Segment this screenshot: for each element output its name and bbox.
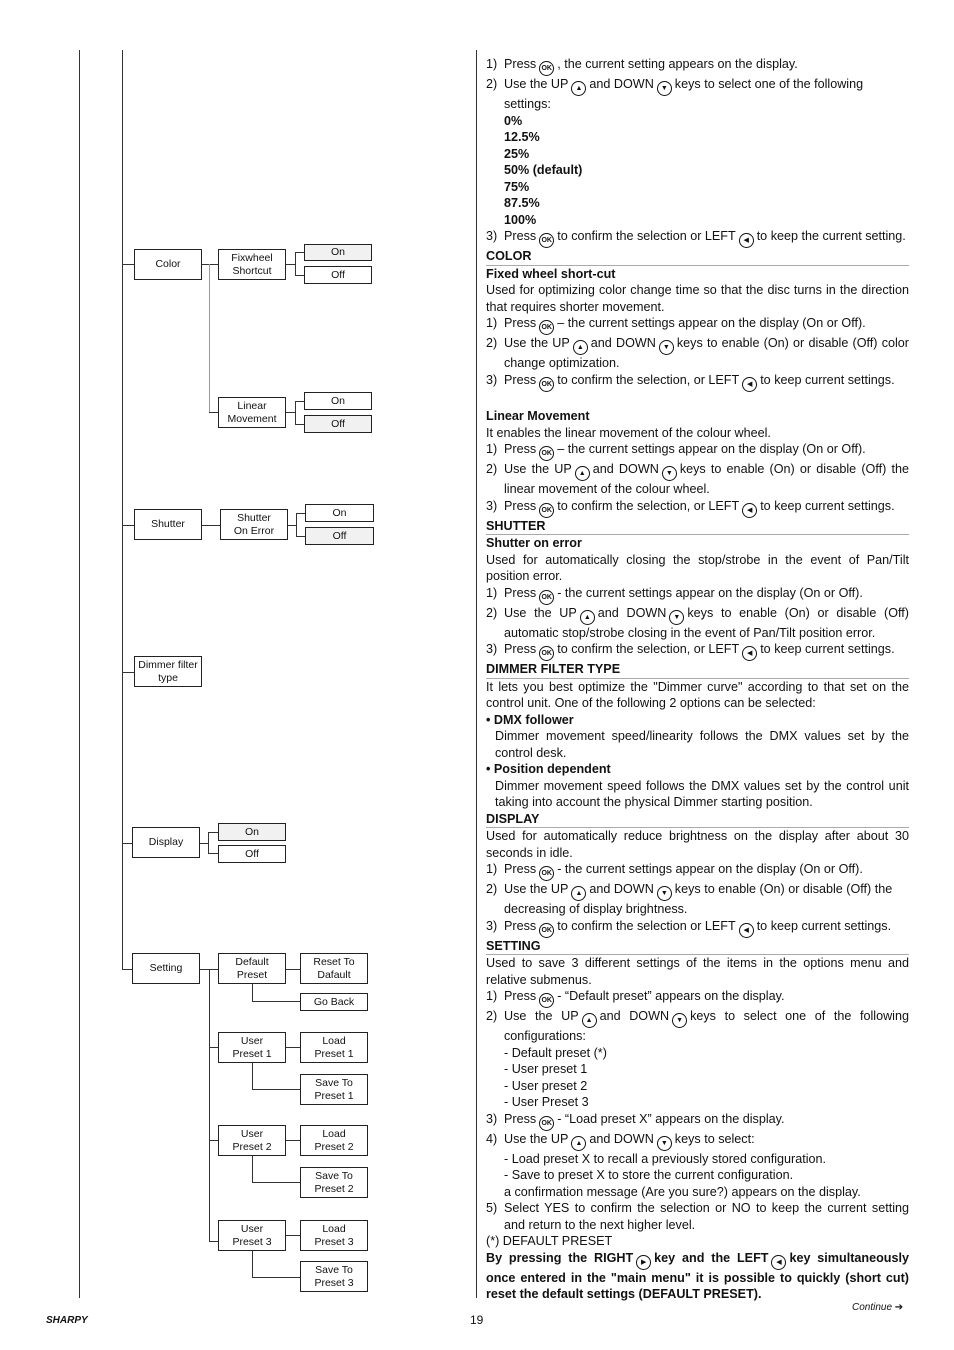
connector bbox=[295, 401, 296, 425]
connector bbox=[252, 1001, 300, 1002]
shutter-on-error-node: Shutter On Error bbox=[220, 509, 288, 540]
ok-icon: OK bbox=[539, 590, 554, 605]
user-preset-3-node: User Preset 3 bbox=[218, 1220, 286, 1251]
shutter-on-option: On bbox=[305, 504, 374, 522]
list-item: - Save to preset X to store the current configuration. bbox=[504, 1168, 794, 1182]
go-back-node: Go Back bbox=[300, 993, 368, 1011]
ok-icon: OK bbox=[539, 646, 554, 661]
ok-icon: OK bbox=[539, 923, 554, 938]
default-preset-note: (*) DEFAULT PRESET bbox=[486, 1234, 613, 1248]
menu-trunk-line bbox=[122, 50, 123, 970]
down-icon: ▼ bbox=[672, 1013, 687, 1028]
section-heading-setting: SETTING bbox=[486, 938, 909, 956]
left-icon: ◀ bbox=[742, 503, 757, 518]
connector bbox=[122, 264, 134, 265]
left-icon: ◀ bbox=[739, 233, 754, 248]
display-off-option: Off bbox=[218, 845, 286, 863]
connector bbox=[296, 536, 305, 537]
paragraph: Used for automatically reduce brightness on the display after about 30 seconds in idle. bbox=[486, 829, 909, 860]
dimmer-filter-node: Dimmer filter type bbox=[134, 656, 202, 687]
connector bbox=[209, 1140, 218, 1141]
connector bbox=[252, 1063, 253, 1089]
list-item: - User preset 1 bbox=[504, 1062, 588, 1076]
save-preset-1-node: Save To Preset 1 bbox=[300, 1074, 368, 1105]
section-heading-display: DISPLAY bbox=[486, 811, 909, 829]
connector bbox=[208, 853, 218, 854]
connector bbox=[252, 1251, 253, 1277]
down-icon: ▼ bbox=[659, 340, 674, 355]
connector bbox=[286, 1140, 300, 1141]
list-item: a confirmation message (Are you sure?) appears on the display. bbox=[504, 1184, 861, 1199]
connector bbox=[209, 1241, 218, 1242]
level-option: 50% (default) bbox=[504, 163, 583, 177]
ok-icon: OK bbox=[539, 446, 554, 461]
fixwheel-on-option: On bbox=[304, 244, 372, 261]
level-option: 75% bbox=[504, 179, 530, 194]
connector bbox=[296, 513, 305, 514]
level-option: 25% bbox=[504, 146, 530, 161]
bullet-title: • Position dependent bbox=[486, 762, 611, 776]
connector bbox=[122, 525, 134, 526]
ok-icon: OK bbox=[539, 61, 554, 76]
connector bbox=[286, 1047, 300, 1048]
level-option: 0% bbox=[504, 113, 523, 128]
connector bbox=[209, 412, 218, 413]
subheading: Shutter on error bbox=[486, 536, 582, 550]
save-preset-2-node: Save To Preset 2 bbox=[300, 1167, 368, 1198]
bullet-text: Dimmer movement speed follows the DMX values set by the control unit taking into account the physical Dimmer starting position. bbox=[495, 778, 909, 809]
setting-node: Setting bbox=[132, 953, 200, 984]
list-item: - Default preset (*) bbox=[504, 1045, 607, 1060]
reset-to-default-node: Reset To Dafault bbox=[300, 953, 368, 984]
connector bbox=[202, 525, 220, 526]
bullet-title: • DMX follower bbox=[486, 712, 574, 727]
connector bbox=[296, 513, 297, 537]
up-icon: ▲ bbox=[573, 340, 588, 355]
connector bbox=[208, 832, 218, 833]
down-icon: ▼ bbox=[657, 1136, 672, 1151]
continue-label: Continue ➔ bbox=[852, 1302, 904, 1313]
connector bbox=[286, 969, 300, 970]
left-margin-line bbox=[79, 50, 80, 1298]
connector bbox=[286, 1235, 300, 1236]
ok-icon: OK bbox=[539, 1116, 554, 1131]
up-icon: ▲ bbox=[571, 886, 586, 901]
section-heading-shutter: SHUTTER bbox=[486, 518, 909, 536]
page-number: 19 bbox=[470, 1313, 484, 1327]
paragraph: Used to save 3 different settings of the items in the options menu and relative submenus. bbox=[486, 956, 909, 987]
list-item: - User preset 2 bbox=[504, 1078, 588, 1093]
down-icon: ▼ bbox=[669, 610, 684, 625]
connector bbox=[208, 832, 209, 854]
connector bbox=[252, 1277, 300, 1278]
linear-on-option: On bbox=[304, 392, 372, 410]
right-icon: ▶ bbox=[636, 1255, 651, 1270]
section-heading-dimmer: DIMMER FILTER TYPE bbox=[486, 661, 909, 679]
up-icon: ▲ bbox=[575, 466, 590, 481]
connector bbox=[202, 264, 218, 265]
ok-icon: OK bbox=[539, 377, 554, 392]
shortcut-note: By pressing the RIGHT ▶ key and the LEFT ◀ key simultaneously once entered in the "main menu" it is possible to quickly (short cut) reset the default settings (DEFAULT PRESET). bbox=[486, 1250, 909, 1301]
level-option: 87.5% bbox=[504, 196, 540, 210]
down-icon: ▼ bbox=[662, 466, 677, 481]
left-icon: ◀ bbox=[739, 923, 754, 938]
connector bbox=[295, 252, 296, 276]
left-icon: ◀ bbox=[742, 377, 757, 392]
subheading: Linear Movement bbox=[486, 409, 590, 423]
paragraph: It lets you best optimize the "Dimmer curve" according to that set on the control unit. One of the following 2 options can be selected: bbox=[486, 679, 909, 710]
connector bbox=[209, 264, 210, 413]
user-preset-1-node: User Preset 1 bbox=[218, 1032, 286, 1063]
column-divider-line bbox=[476, 50, 477, 1298]
connector bbox=[122, 969, 132, 970]
paragraph: Used for optimizing color change time so that the disc turns in the direction that requires shorter movement. bbox=[486, 283, 909, 314]
connector bbox=[209, 1047, 218, 1048]
section-heading-color: COLOR bbox=[486, 248, 909, 266]
fixwheel-off-option: Off bbox=[304, 266, 372, 284]
default-preset-node: Default Preset bbox=[218, 953, 286, 984]
connector bbox=[252, 1156, 253, 1182]
connector bbox=[122, 672, 134, 673]
load-preset-1-node: Load Preset 1 bbox=[300, 1032, 368, 1063]
down-icon: ▼ bbox=[657, 81, 672, 96]
shutter-node: Shutter bbox=[134, 509, 202, 540]
save-preset-3-node: Save To Preset 3 bbox=[300, 1261, 368, 1292]
paragraph: Used for automatically closing the stop/strobe in the event of Pan/Tilt position error. bbox=[486, 552, 909, 583]
ok-icon: OK bbox=[539, 233, 554, 248]
level-option: 12.5% bbox=[504, 130, 540, 144]
connector bbox=[252, 1182, 300, 1183]
level-option: 100% bbox=[504, 212, 537, 227]
down-icon: ▼ bbox=[657, 886, 672, 901]
brand-logo: SHARPY bbox=[46, 1315, 88, 1326]
connector bbox=[295, 275, 304, 276]
instructions-column: 1) Press OK , the current setting appears on the display. 2) Use the UP ▲ and DOWN ▼ keys to select one of the following settings: 0% 12.5% 25% 50% (default) 75% 87.5% 100% 3) Press OK to confirm the selection or LEFT ◀ to keep the current setting. COLOR Fixed wheel short-cut Used for optimizing color change time so that the disc turns in the direction that requires shorter movement. 1) Press OK – the current settings appear on the display (On or Off). 2) Use the UP ▲ and DOWN ▼ keys to enable (On) or disable (Off) color change optimization. 3) Press OK to confirm the selection, or LEFT ◀ to keep current settings. Linear Movement It enables the linear movement of the colour wheel. 1) Press OK – the current settings appear on the display (On or Off). 2) Use the UP ▲ and DOWN ▼ keys to enable (On) or disable (Off) the linear movement of the colour wheel. 3) Press OK to confirm the selection, or LEFT ◀ to keep current settings. SHUTTER Shutter on error Used for automatically closing the stop/strobe in the event of Pan/Tilt position error. 1) Press OK - the current settings appear on the display (On or Off). 2) Use the UP ▲ and DOWN ▼ keys to enable (On) or disable (Off) automatic stop/strobe closing in the event of Pan/Tilt position error. 3) Press OK to confirm the selection, or LEFT ◀ to keep current settings. DIMMER FILTER TYPE It lets you best optimize the "Dimmer curve" according to that set on the control unit. One of the following 2 options can be selected: • DMX follower Dimmer movement speed/linearity follows the DMX values set by the control desk. • Position dependent Dimmer movement speed follows the DMX values set by the control unit taking into account the physical Dimmer starting position. DISPLAY Used for automatically reduce brightness on the display after about 30 seconds in idle. 1) Press OK - the current settings appear on the display (On or Off). 2) Use the UP ▲ and DOWN ▼ keys to enable (On) or disable (Off) the decreasing of display brightness. 3) Press OK to confirm the selection or LEFT ◀ to keep current settings. SETTING Used to save 3 different settings of the items in the options menu and relative submenus. 1) Press OK - “Default preset” appears on the display. 2) Use the UP ▲ and DOWN ▼ keys to select one of the following configurations: - Default preset (*) - User preset 1 - User preset 2 - User Preset 3 3) Press OK - “Load preset X” appears on the display. 4) Use the UP ▲ and DOWN ▼ keys to select: - Load preset X to recall a previously stored configuration. - Save to preset X to store the current configuration. a confirmation message (Are you sure?) appears on the display. 5) Select YES to confirm the selection or NO to keep the current setting and return to the next higher level. (*) DEFAULT PRESET By pressing the RIGHT ▶ key and the LEFT ◀ key simultaneously once entered in the "main menu" it is possible to quickly (short cut) reset the default settings (DEFAULT PRESET). bbox=[486, 57, 909, 1301]
connector bbox=[252, 984, 253, 1001]
up-icon: ▲ bbox=[571, 81, 586, 96]
up-icon: ▲ bbox=[582, 1013, 597, 1028]
list-item: - Load preset X to recall a previously stored configuration. bbox=[504, 1151, 827, 1166]
connector bbox=[295, 252, 304, 253]
display-node: Display bbox=[132, 827, 200, 858]
load-preset-2-node: Load Preset 2 bbox=[300, 1125, 368, 1156]
display-on-option: On bbox=[218, 823, 286, 841]
up-icon: ▲ bbox=[580, 610, 595, 625]
connector bbox=[209, 969, 210, 1242]
up-icon: ▲ bbox=[571, 1136, 586, 1151]
linear-off-option: Off bbox=[304, 415, 372, 433]
color-node: Color bbox=[134, 249, 202, 280]
ok-icon: OK bbox=[539, 320, 554, 335]
connector bbox=[252, 1089, 300, 1090]
bullet-text: Dimmer movement speed/linearity follows the DMX values set by the control desk. bbox=[495, 729, 909, 760]
step-text: Select YES to confirm the selection or NO to keep the current setting and return to the next higher level. bbox=[504, 1201, 909, 1232]
user-preset-2-node: User Preset 2 bbox=[218, 1125, 286, 1156]
left-icon: ◀ bbox=[771, 1255, 786, 1270]
subheading: Fixed wheel short-cut bbox=[486, 266, 616, 281]
linear-movement-node: Linear Movement bbox=[218, 397, 286, 428]
load-preset-3-node: Load Preset 3 bbox=[300, 1220, 368, 1251]
paragraph: It enables the linear movement of the colour wheel. bbox=[486, 425, 771, 440]
shutter-off-option: Off bbox=[305, 527, 374, 545]
fixwheel-shortcut-node: Fixwheel Shortcut bbox=[218, 249, 286, 280]
connector bbox=[122, 843, 132, 844]
ok-icon: OK bbox=[539, 993, 554, 1008]
connector bbox=[295, 424, 304, 425]
ok-icon: OK bbox=[539, 503, 554, 518]
connector bbox=[295, 401, 304, 402]
list-item: - User Preset 3 bbox=[504, 1095, 589, 1109]
left-icon: ◀ bbox=[742, 646, 757, 661]
ok-icon: OK bbox=[539, 866, 554, 881]
